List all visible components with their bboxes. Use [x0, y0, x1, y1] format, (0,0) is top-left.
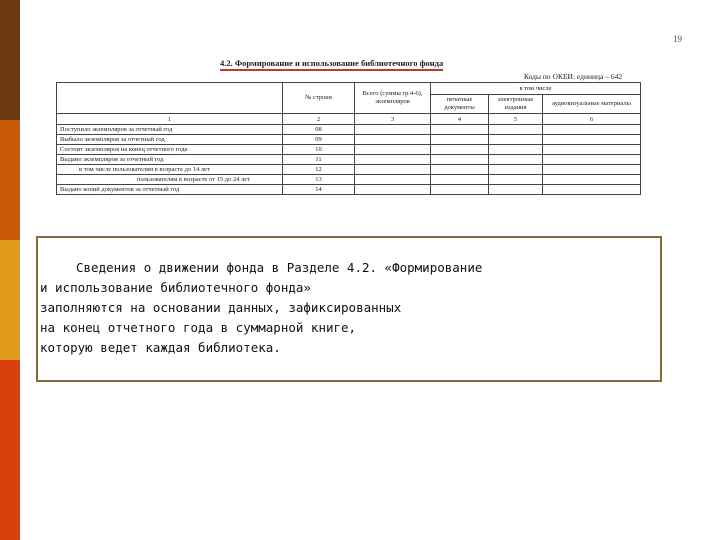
row-code: 12	[283, 165, 355, 175]
table-title: 4.2. Формирование и использование библиотечного фонда	[220, 58, 443, 71]
row-label: Состоит экземпляров на конец отчетного года	[57, 145, 283, 155]
column-index-row	[57, 114, 641, 125]
row-label: Выдано экземпляров за отчетный год	[57, 155, 283, 165]
cell-total	[355, 185, 431, 195]
column-index: 4	[431, 114, 489, 125]
header-audiovisual: аудиовизуальные материалы	[543, 95, 641, 114]
row-code: 11	[283, 155, 355, 165]
decorative-side-stripe	[0, 0, 20, 540]
info-text-line: Сведения о движении фонда в Разделе 4.2. «Формирование	[76, 260, 483, 275]
cell-audiovisual	[543, 145, 641, 155]
info-text-line: на конец отчетного года в суммарной книге,	[40, 320, 357, 335]
row-label: Выдано копий документов за отчетный год	[57, 185, 283, 195]
cell-printed	[431, 165, 489, 175]
row-code: 10	[283, 145, 355, 155]
cell-printed	[431, 145, 489, 155]
cell-total	[355, 135, 431, 145]
cell-printed	[431, 185, 489, 195]
stripe-segment-orange	[0, 120, 20, 240]
cell-total	[355, 165, 431, 175]
header-row-number: № строки	[283, 83, 355, 114]
cell-audiovisual	[543, 175, 641, 185]
cell-audiovisual	[543, 125, 641, 135]
table-row	[57, 175, 641, 185]
okei-code-label: Коды по ОКЕИ: единица – 642	[524, 72, 623, 81]
cell-total	[355, 125, 431, 135]
table-row	[57, 165, 641, 175]
row-code: 09	[283, 135, 355, 145]
row-code: 08	[283, 125, 355, 135]
header-total: Всего (суммы гр.4-6), экземпляров	[355, 83, 431, 114]
table-row	[57, 125, 641, 135]
column-index: 3	[355, 114, 431, 125]
info-callout-box	[36, 236, 662, 382]
cell-electronic	[489, 185, 543, 195]
header-empty	[57, 83, 283, 114]
cell-printed	[431, 135, 489, 145]
cell-electronic	[489, 155, 543, 165]
cell-electronic	[489, 135, 543, 145]
cell-printed	[431, 125, 489, 135]
info-text-line: которую ведет каждая библиотека.	[40, 340, 281, 355]
row-code: 13	[283, 175, 355, 185]
stripe-segment-red	[0, 360, 20, 540]
header-including: в том числе	[431, 83, 641, 95]
row-code: 14	[283, 185, 355, 195]
info-text-line: и использование библиотечного фонда»	[40, 280, 311, 295]
table-row	[57, 135, 641, 145]
table-row	[57, 155, 641, 165]
fund-report-table	[56, 82, 641, 195]
cell-audiovisual	[543, 185, 641, 195]
cell-audiovisual	[543, 135, 641, 145]
row-label: в том числе пользователям в возрасте до 14 лет	[57, 165, 283, 175]
cell-electronic	[489, 175, 543, 185]
column-index: 5	[489, 114, 543, 125]
table-row	[57, 145, 641, 155]
table-row	[57, 185, 641, 195]
stripe-segment-brown	[0, 0, 20, 120]
cell-electronic	[489, 125, 543, 135]
cell-audiovisual	[543, 165, 641, 175]
cell-audiovisual	[543, 155, 641, 165]
column-index: 1	[57, 114, 283, 125]
row-label: Выбыло экземпляров за отчетный год	[57, 135, 283, 145]
cell-electronic	[489, 145, 543, 155]
cell-printed	[431, 175, 489, 185]
column-index: 2	[283, 114, 355, 125]
row-label: Поступило экземпляров за отчетный год	[57, 125, 283, 135]
column-index: 6	[543, 114, 641, 125]
cell-electronic	[489, 165, 543, 175]
info-text-line: заполняются на основании данных, зафиксированных	[40, 300, 402, 315]
cell-printed	[431, 155, 489, 165]
row-label: пользователям в возрасте от 15 до 24 лет	[57, 175, 283, 185]
stripe-segment-amber	[0, 240, 20, 360]
cell-total	[355, 155, 431, 165]
header-printed-docs: печатные документы	[431, 95, 489, 114]
cell-total	[355, 145, 431, 155]
cell-total	[355, 175, 431, 185]
page-number: 19	[673, 34, 682, 44]
header-electronic: электронные издания	[489, 95, 543, 114]
